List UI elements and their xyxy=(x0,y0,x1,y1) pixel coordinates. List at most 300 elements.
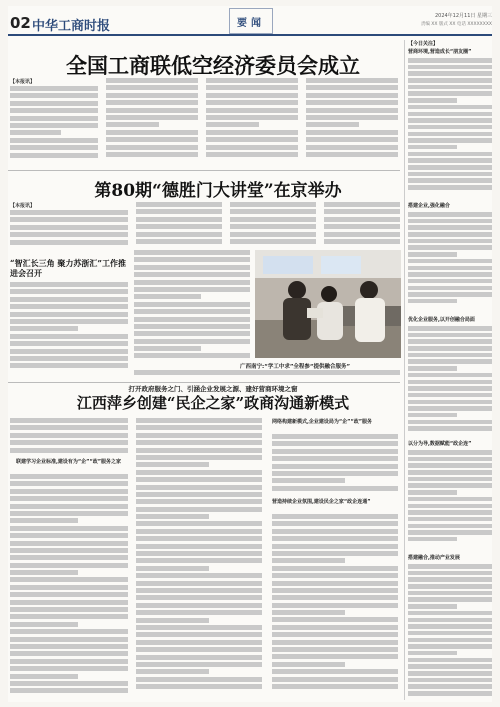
text-line xyxy=(408,71,492,76)
text-line xyxy=(136,470,262,475)
text-line xyxy=(408,185,492,190)
text-line xyxy=(10,425,128,430)
sidebar-header-title: 【今日关注】 xyxy=(408,41,439,47)
mid-col-text xyxy=(134,250,250,366)
text-line xyxy=(106,93,198,98)
text-line xyxy=(408,393,492,398)
text-line xyxy=(408,239,492,244)
text-line xyxy=(106,130,198,135)
text-line xyxy=(306,130,398,135)
sidebar-item-4 xyxy=(408,440,492,550)
text-line xyxy=(136,558,262,563)
text-line xyxy=(306,108,398,113)
text-line xyxy=(136,632,262,637)
text-line xyxy=(272,588,398,593)
text-line xyxy=(272,610,345,615)
text-line xyxy=(136,684,262,689)
text-line xyxy=(408,212,492,217)
text-line xyxy=(10,496,128,501)
text-line xyxy=(408,105,492,110)
photo-caption-title: 广西南宁:“学工中求”全程参“提供融合服务” xyxy=(240,364,351,370)
text-line xyxy=(408,91,492,96)
text-line xyxy=(10,240,128,245)
text-line xyxy=(136,209,222,214)
lecture-col2 xyxy=(136,202,222,248)
text-line xyxy=(206,115,298,120)
text-line xyxy=(136,595,262,600)
text-line xyxy=(230,224,316,229)
text-line xyxy=(272,514,398,519)
text-line xyxy=(408,457,492,462)
text-line xyxy=(10,282,128,287)
text-line xyxy=(134,280,250,285)
text-line xyxy=(10,108,98,113)
text-line xyxy=(408,510,492,515)
text-line xyxy=(136,514,209,519)
text-line xyxy=(408,165,492,170)
text-line xyxy=(408,684,492,689)
text-line xyxy=(10,674,78,679)
text-line xyxy=(408,651,457,656)
text-line xyxy=(408,272,492,277)
rule-2 xyxy=(8,382,400,383)
feature-subhead-2: 网络构建新模式,企业建设局为“企”“政”服务 xyxy=(272,419,373,425)
text-line xyxy=(10,518,78,523)
text-line xyxy=(408,373,492,378)
text-line xyxy=(10,651,128,656)
text-line xyxy=(408,219,492,224)
text-line xyxy=(136,217,222,222)
text-line xyxy=(10,297,128,302)
lecture-lead: 【本报讯】 xyxy=(10,203,36,209)
text-line xyxy=(10,607,128,612)
text-line xyxy=(408,152,492,157)
top-article-col1 xyxy=(10,86,98,166)
text-line xyxy=(408,591,492,596)
text-line xyxy=(10,289,128,294)
text-line xyxy=(10,356,128,361)
text-line xyxy=(134,302,250,307)
text-line xyxy=(408,353,492,358)
text-line xyxy=(306,93,398,98)
text-line xyxy=(408,571,492,576)
feature-col1b xyxy=(10,474,128,698)
text-line xyxy=(408,125,492,130)
text-line xyxy=(230,232,316,237)
text-line xyxy=(408,299,457,304)
text-line xyxy=(136,202,222,207)
text-line xyxy=(10,433,128,438)
sidebar-item-title: 营商环境,营造成长“朋友圈” xyxy=(408,49,472,55)
text-line xyxy=(134,353,250,358)
text-line xyxy=(10,326,78,331)
text-line xyxy=(134,339,250,344)
text-line xyxy=(10,319,128,324)
text-line xyxy=(10,533,128,538)
text-line xyxy=(408,644,492,649)
text-line xyxy=(136,662,262,667)
text-line xyxy=(10,541,128,546)
text-line xyxy=(272,669,398,674)
page-number: 02 xyxy=(10,14,31,32)
text-line xyxy=(408,259,492,264)
text-line xyxy=(10,614,128,619)
text-line xyxy=(272,464,398,469)
text-line xyxy=(324,224,400,229)
text-line xyxy=(10,570,78,575)
text-line xyxy=(272,640,398,645)
text-line xyxy=(136,566,209,571)
text-line xyxy=(10,644,128,649)
text-line xyxy=(272,684,398,689)
text-line xyxy=(408,138,492,143)
text-line xyxy=(230,202,316,207)
top-article-col4 xyxy=(306,78,398,166)
text-line xyxy=(10,629,128,634)
text-line xyxy=(106,78,198,83)
text-line xyxy=(10,637,128,642)
text-line xyxy=(136,640,262,645)
sidebar-item-1 xyxy=(408,48,492,198)
text-line xyxy=(206,145,298,150)
lecture-col3 xyxy=(230,202,316,248)
feature-subhead-1: 联建学习企业标准,建设有为“企”“政”服务之家 xyxy=(16,459,122,465)
text-line xyxy=(408,524,492,529)
text-line xyxy=(272,478,345,483)
text-line xyxy=(272,625,398,630)
text-line xyxy=(134,324,250,329)
text-line xyxy=(10,688,128,693)
text-line xyxy=(206,137,298,142)
text-line xyxy=(10,304,128,309)
text-line xyxy=(408,286,492,291)
text-line xyxy=(134,370,400,375)
text-line xyxy=(272,558,345,563)
headline-left-col: “智汇长三角 聚力苏浙汇”工作推进会召开 xyxy=(10,258,126,278)
sidebar-item-title: 优化企业服务,以开创融合局面 xyxy=(408,317,475,323)
text-line xyxy=(408,490,457,495)
text-line xyxy=(272,521,398,526)
text-line xyxy=(306,145,398,150)
text-line xyxy=(136,669,209,674)
newspaper-page xyxy=(8,6,492,702)
text-line xyxy=(408,420,492,425)
text-line xyxy=(408,463,492,468)
text-line xyxy=(272,662,345,667)
news-photo xyxy=(255,250,401,358)
text-line xyxy=(408,145,457,150)
text-line xyxy=(408,339,492,344)
text-line xyxy=(134,309,250,314)
text-line xyxy=(106,100,198,105)
text-line xyxy=(230,239,316,244)
text-line xyxy=(10,585,128,590)
text-line xyxy=(136,477,262,482)
text-line xyxy=(10,418,128,423)
text-line xyxy=(408,346,492,351)
text-line xyxy=(10,448,128,453)
text-line xyxy=(136,239,222,244)
text-line xyxy=(10,440,128,445)
text-line xyxy=(10,145,98,150)
text-line xyxy=(408,624,492,629)
text-line xyxy=(136,433,262,438)
feature-kicker: 打开政府服务之门、引涵企业发展之源、建好营商环境之窗 xyxy=(128,385,298,393)
text-line xyxy=(408,537,457,542)
column-divider xyxy=(404,40,405,700)
text-line xyxy=(136,677,262,682)
text-line xyxy=(10,138,98,143)
text-line xyxy=(408,604,457,609)
text-line xyxy=(106,152,198,157)
text-line xyxy=(136,588,262,593)
text-line xyxy=(272,434,398,439)
text-line xyxy=(136,603,262,608)
text-line xyxy=(306,137,398,142)
left-col-text xyxy=(10,282,128,378)
text-line xyxy=(408,333,492,338)
photo-caption xyxy=(134,370,400,382)
text-line xyxy=(10,666,128,671)
text-line xyxy=(408,611,492,616)
text-line xyxy=(10,130,61,135)
text-line xyxy=(408,65,492,70)
text-line xyxy=(306,115,398,120)
text-line xyxy=(408,678,492,683)
text-line xyxy=(272,617,398,622)
sidebar-item-title: 以分为导,数据赋能“政企连” xyxy=(408,441,472,447)
text-line xyxy=(106,122,159,127)
text-line xyxy=(136,440,262,445)
text-line xyxy=(272,573,398,578)
text-line xyxy=(408,400,492,405)
text-line xyxy=(408,326,492,331)
text-line xyxy=(206,100,298,105)
text-line xyxy=(324,239,400,244)
text-line xyxy=(10,526,128,531)
text-line xyxy=(408,483,492,488)
text-line xyxy=(206,78,298,83)
text-line xyxy=(134,331,250,336)
sidebar-item-text xyxy=(408,326,492,436)
text-line xyxy=(408,584,492,589)
text-line xyxy=(408,691,492,696)
text-line xyxy=(408,132,492,137)
text-line xyxy=(408,279,492,284)
text-line xyxy=(272,677,398,682)
text-line xyxy=(136,485,262,490)
text-line xyxy=(408,178,492,183)
text-line xyxy=(134,287,250,292)
masthead-rule xyxy=(8,34,492,36)
text-line xyxy=(272,632,398,637)
text-line xyxy=(306,78,398,83)
text-line xyxy=(10,217,128,222)
text-line xyxy=(272,471,398,476)
lecture-col4 xyxy=(324,202,400,248)
sidebar-item-3 xyxy=(408,316,492,436)
text-line xyxy=(134,272,250,277)
text-line xyxy=(206,130,298,135)
text-line xyxy=(272,544,398,549)
text-line xyxy=(206,85,298,90)
text-line xyxy=(136,647,262,652)
top-lead: 【本报讯】 xyxy=(10,79,36,85)
sidebar-item-5 xyxy=(408,554,492,698)
text-line xyxy=(136,455,262,460)
text-line xyxy=(136,462,209,467)
headline-feature: 江西萍乡创建“民企之家”政商沟通新模式 xyxy=(76,394,350,412)
text-line xyxy=(10,153,98,158)
text-line xyxy=(408,477,492,482)
text-line xyxy=(324,232,400,237)
text-line xyxy=(408,386,492,391)
text-line xyxy=(408,359,492,364)
paper-name: 中华工商时报 xyxy=(32,19,111,34)
text-line xyxy=(10,334,128,339)
text-line xyxy=(106,137,198,142)
text-line xyxy=(272,551,398,556)
feature-col1a xyxy=(10,418,128,456)
text-line xyxy=(408,232,492,237)
text-line xyxy=(136,507,262,512)
text-line xyxy=(272,536,398,541)
text-line xyxy=(10,548,128,553)
text-line xyxy=(408,658,492,663)
text-line xyxy=(408,58,492,63)
text-line xyxy=(10,481,128,486)
text-line xyxy=(10,622,78,627)
text-line xyxy=(408,158,492,163)
text-line xyxy=(10,474,128,479)
sidebar-item-title: 搭建融合,推动产业发展 xyxy=(408,555,460,561)
text-line xyxy=(408,564,492,569)
text-line xyxy=(324,209,400,214)
text-line xyxy=(136,573,262,578)
text-line xyxy=(408,426,492,431)
text-line xyxy=(408,225,492,230)
text-line xyxy=(272,529,398,534)
text-line xyxy=(408,517,492,522)
text-line xyxy=(408,245,492,250)
text-line xyxy=(136,492,262,497)
text-line xyxy=(306,85,398,90)
text-line xyxy=(408,597,492,602)
text-line xyxy=(10,489,128,494)
text-line xyxy=(272,647,398,652)
text-line xyxy=(134,250,250,255)
text-line xyxy=(206,93,298,98)
text-line xyxy=(106,108,198,113)
photo-image xyxy=(255,250,401,358)
top-article-col2 xyxy=(106,78,198,166)
text-line xyxy=(408,112,492,117)
text-line xyxy=(10,659,128,664)
editor-meta: 责编 XX 版式 XX 电话 XXXXXXXX xyxy=(420,22,492,27)
text-line xyxy=(136,618,209,623)
text-line xyxy=(10,86,98,91)
section-title: 要闻 xyxy=(237,18,265,29)
text-line xyxy=(10,563,128,568)
text-line xyxy=(10,555,128,560)
text-line xyxy=(408,577,492,582)
text-line xyxy=(408,671,492,676)
text-line xyxy=(10,577,128,582)
text-line xyxy=(136,232,222,237)
text-line xyxy=(106,115,198,120)
text-line xyxy=(10,504,128,509)
text-line xyxy=(408,631,492,636)
text-line xyxy=(134,294,201,299)
feature-col3a xyxy=(272,434,398,494)
text-line xyxy=(136,544,262,549)
text-line xyxy=(10,123,98,128)
text-line xyxy=(136,418,262,423)
text-line xyxy=(136,536,262,541)
text-line xyxy=(10,232,128,237)
text-line xyxy=(10,349,128,354)
text-line xyxy=(134,265,250,270)
text-line xyxy=(408,172,492,177)
text-line xyxy=(408,413,457,418)
sidebar-item-text xyxy=(408,564,492,698)
text-line xyxy=(134,317,250,322)
text-line xyxy=(206,152,298,157)
text-line xyxy=(10,210,128,215)
text-line xyxy=(408,406,492,411)
text-line xyxy=(272,654,398,659)
text-line xyxy=(136,655,262,660)
text-line xyxy=(272,566,398,571)
sidebar-item-title: 搭建企业,强化融合 xyxy=(408,203,450,209)
feature-col3b xyxy=(272,514,398,698)
text-line xyxy=(136,521,262,526)
text-line xyxy=(272,449,398,454)
text-line xyxy=(134,257,250,262)
text-line xyxy=(408,118,492,123)
feature-subhead-3: 营造持续企业氛围,建设民企之家“政企连通” xyxy=(272,499,371,505)
sidebar-item-text xyxy=(408,450,492,550)
text-line xyxy=(408,292,492,297)
sidebar-item-text xyxy=(408,58,492,198)
text-line xyxy=(272,456,398,461)
text-line xyxy=(408,497,492,502)
text-line xyxy=(106,145,198,150)
text-line xyxy=(136,448,262,453)
text-line xyxy=(136,224,222,229)
text-line xyxy=(272,595,398,600)
text-line xyxy=(230,217,316,222)
text-line xyxy=(206,122,259,127)
text-line xyxy=(408,266,492,271)
text-line xyxy=(10,225,128,230)
text-line xyxy=(136,551,262,556)
text-line xyxy=(408,470,492,475)
text-line xyxy=(206,108,298,113)
issue-date: 2024年12月11日 星期三 xyxy=(434,13,492,19)
lecture-col1 xyxy=(10,210,128,250)
text-line xyxy=(408,504,492,509)
headline-lecture: 第80期“德胜门大讲堂”在京举办 xyxy=(94,181,342,201)
text-line xyxy=(306,122,359,127)
text-line xyxy=(136,499,262,504)
text-line xyxy=(324,217,400,222)
text-line xyxy=(10,511,128,516)
text-line xyxy=(10,93,98,98)
text-line xyxy=(272,603,398,608)
masthead xyxy=(8,6,492,36)
text-line xyxy=(408,530,492,535)
